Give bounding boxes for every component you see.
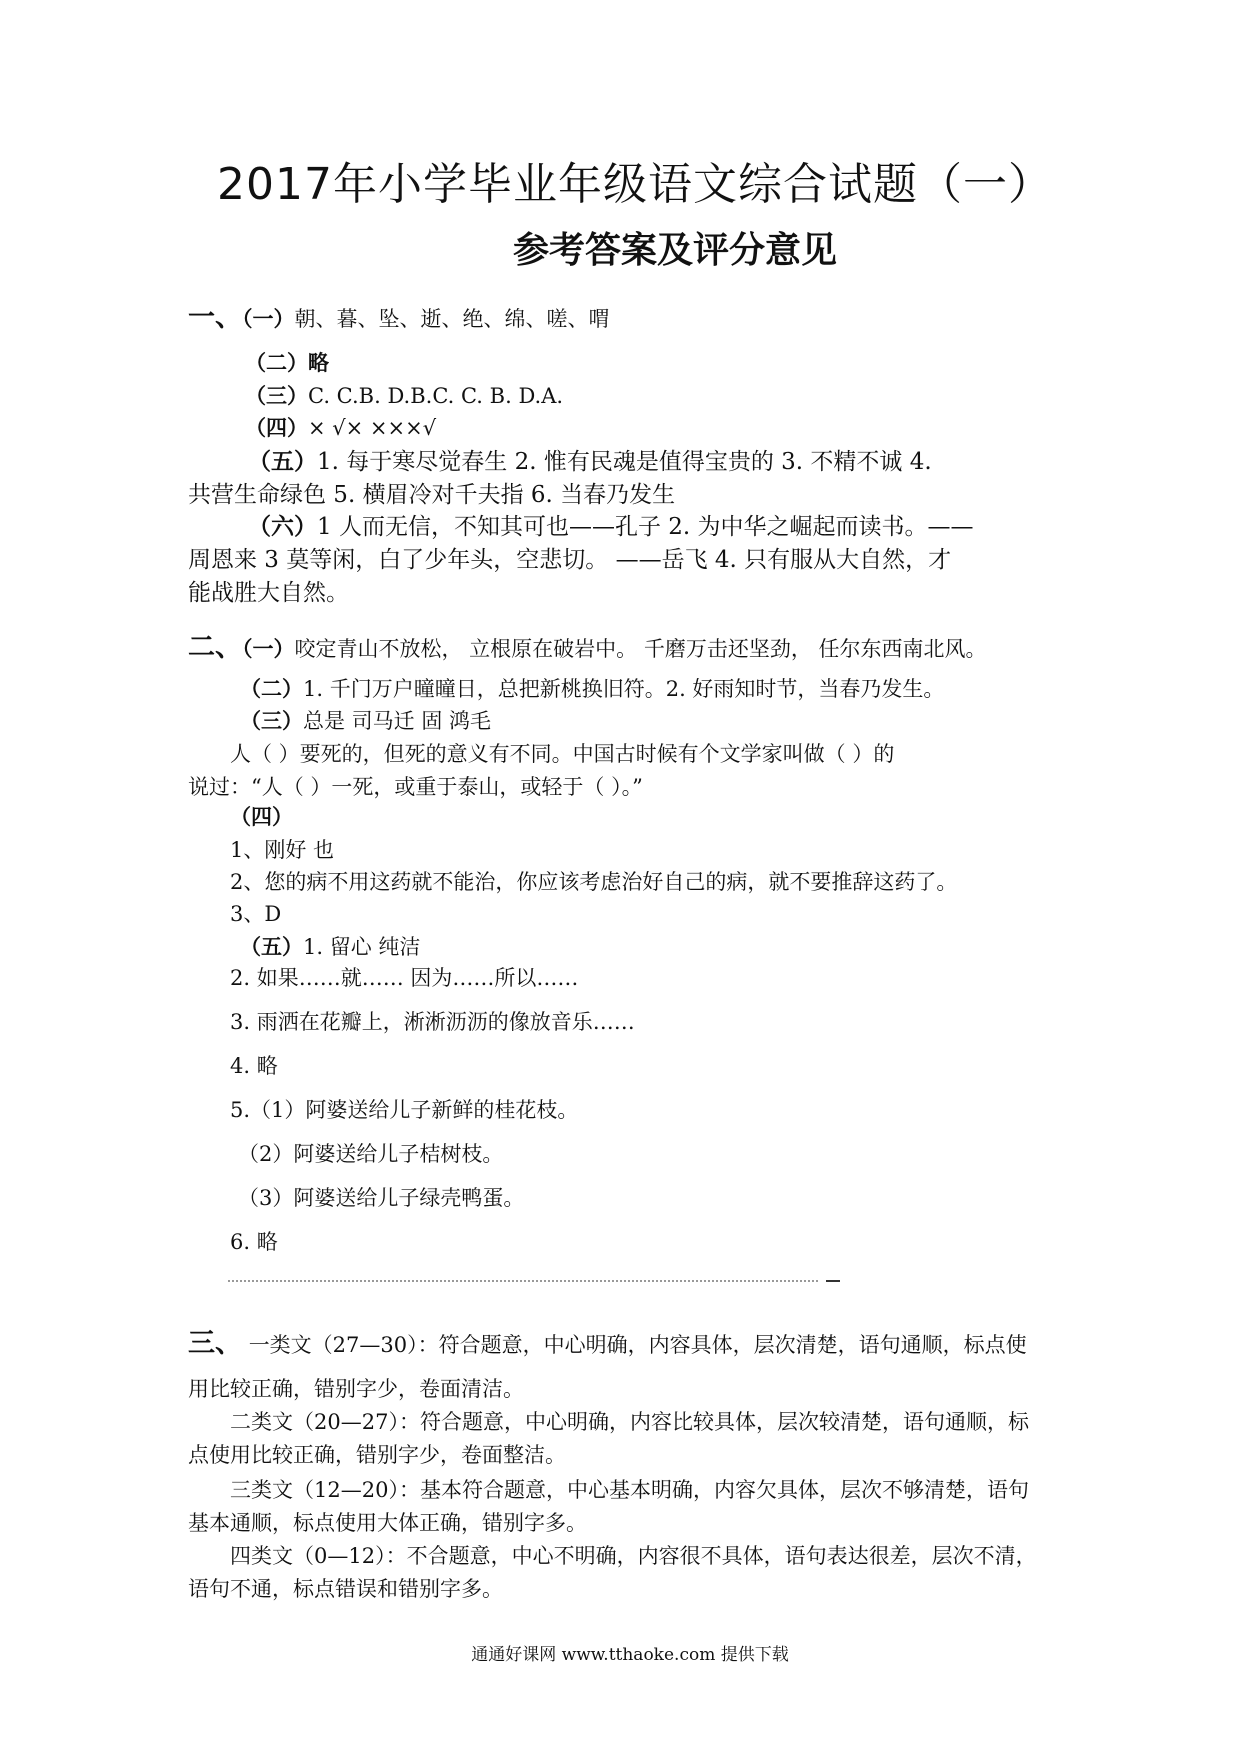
part2-q4-a2: 2、您的病不用这药就不能治，你应该考虑治好自己的病，就不要推辞这药了。 [230, 870, 958, 894]
part1-q5 [188, 445, 1068, 512]
part1-q6-line3: 能战胜大自然。 [188, 580, 349, 606]
part3-class4 [188, 1540, 1068, 1606]
part1-q2-label: （二） [245, 350, 308, 375]
separator-dotted-line [228, 1280, 818, 1284]
part2-q1 [188, 632, 987, 664]
part3-c1-line1: 一类文（27—30）：符合题意，中心明确，内容具体，层次清楚，语句通顺，标点使 [248, 1333, 1027, 1357]
part1-q1 [188, 302, 610, 334]
part3-c4-line1: 四类文（0—12）：不合题意，中心不明确，内容很不具体，语句表达很差，层次不清， [230, 1544, 1037, 1568]
part1-q3-label: （三） [245, 383, 308, 408]
part2-q5-a2: 2. 如果……就…… 因为……所以…… [230, 966, 579, 990]
part2-q5 [240, 934, 420, 960]
part3-class1 [188, 1322, 1068, 1411]
part1-q4 [245, 415, 436, 441]
page-subtitle: 参考答案及评分意见 [512, 230, 837, 271]
part3-number: 三、 [188, 1328, 242, 1359]
separator-dash [826, 1280, 840, 1282]
part1-q5-label: （五） [248, 448, 317, 475]
part1-q4-text: × √× ×××√ [308, 416, 437, 440]
part2-q3-text: 总是 司马迁 固 鸿毛 [303, 709, 492, 733]
part1-q1-text: 朝、暮、坠、逝、绝、绵、嗟、喟 [294, 307, 610, 331]
part3-c2-line2: 点使用比较正确，错别字少，卷面整洁。 [188, 1443, 566, 1467]
part3-c3-line2: 基本通顺，标点使用大体正确，错别字多。 [188, 1511, 587, 1535]
part1-q2 [245, 350, 329, 376]
part2-q3-passage [188, 738, 1068, 804]
part2-q3-para2: 说过：“人（ ）一死，或重于泰山，或轻于（ ）。” [188, 775, 643, 799]
part1-q6-line1: 1 人而无信，不知其可也——孔子 2. 为中华之崛起而读书。—— [317, 514, 974, 540]
part1-q3-text: C. C.B. D.B.C. C. B. D.A. [308, 384, 564, 408]
part2-q5-a7: （3）阿婆送给儿子绿壳鸭蛋。 [238, 1186, 525, 1210]
part1-q4-label: （四） [245, 415, 308, 440]
part3-c3-line1: 三类文（12—20）：基本符合题意，中心基本明确，内容欠具体，层次不够清楚，语句 [230, 1478, 1029, 1502]
part2-q3 [240, 708, 491, 734]
part2-q5-a3: 3. 雨洒在花瓣上，淅淅沥沥的像放音乐…… [230, 1010, 635, 1034]
part2-q1-text: 咬定青山不放松， 立根原在破岩中。 千磨万击还坚劲， 任尔东西南北风。 [294, 637, 987, 661]
footer-source: 通通好课网 www.tthaoke.com 提供下载 [471, 1645, 789, 1665]
part2-q5-a6: （2）阿婆送给儿子桔树枝。 [238, 1142, 504, 1166]
part2-q5-a8: 6. 略 [230, 1230, 278, 1254]
part2-q2-text: 1. 千门万户曈曈日，总把新桃换旧符。2. 好雨知时节，当春乃发生。 [303, 677, 945, 701]
part1-q3 [245, 383, 563, 409]
part1-q2-text: 略 [308, 350, 329, 375]
page-title: 2017年小学毕业年级语文综合试题（一） [217, 159, 1053, 210]
part1-number: 一、 [188, 302, 242, 333]
part2-number: 二、 [188, 632, 242, 663]
part1-q5-line2: 共营生命绿色 5. 横眉冷对千夫指 6. 当春乃发生 [188, 482, 676, 508]
part2-q5-a1: 1. 留心 纯洁 [303, 935, 421, 959]
part2-q3-para1: 人（ ）要死的，但死的意义有不同。中国古时候有个文学家叫做（ ）的 [230, 742, 895, 766]
part2-q2 [240, 676, 944, 702]
part1-q6-line2: 周恩来 3 莫等闲，白了少年头，空悲切。 ——岳飞 4. 只有服从大自然，才 [188, 547, 952, 573]
part2-q4-a3: 3、D [230, 902, 282, 926]
part1-q6-label: （六） [248, 513, 317, 540]
part2-q5-a5: 5.（1）阿婆送给儿子新鲜的桂花枝。 [230, 1098, 579, 1122]
part2-q2-label: （二） [240, 676, 303, 701]
part2-q5-a4: 4. 略 [230, 1054, 278, 1078]
part3-c2-line1: 二类文（20—27）：符合题意，中心明确，内容比较具体，层次较清楚，语句通顺，标 [230, 1410, 1029, 1434]
part2-q3-label: （三） [240, 708, 303, 733]
part2-q4-a1: 1、刚好 也 [230, 838, 335, 862]
part2-q5-label: （五） [240, 934, 303, 959]
part1-q1-label: （一） [242, 306, 295, 331]
part2-q1-label: （一） [242, 636, 295, 661]
part2-q4-label: （四） [230, 804, 293, 829]
part1-q5-line1: 1. 每于寒尽觉春生 2. 惟有民魂是值得宝贵的 3. 不精不诚 4. [317, 449, 932, 475]
part3-class2 [188, 1406, 1068, 1472]
part1-q6 [188, 510, 1068, 610]
part3-c4-line2: 语句不通，标点错误和错别字多。 [188, 1577, 503, 1601]
part3-c1-line2: 用比较正确，错别字少，卷面清洁。 [188, 1377, 524, 1401]
part3-class3 [188, 1474, 1068, 1540]
